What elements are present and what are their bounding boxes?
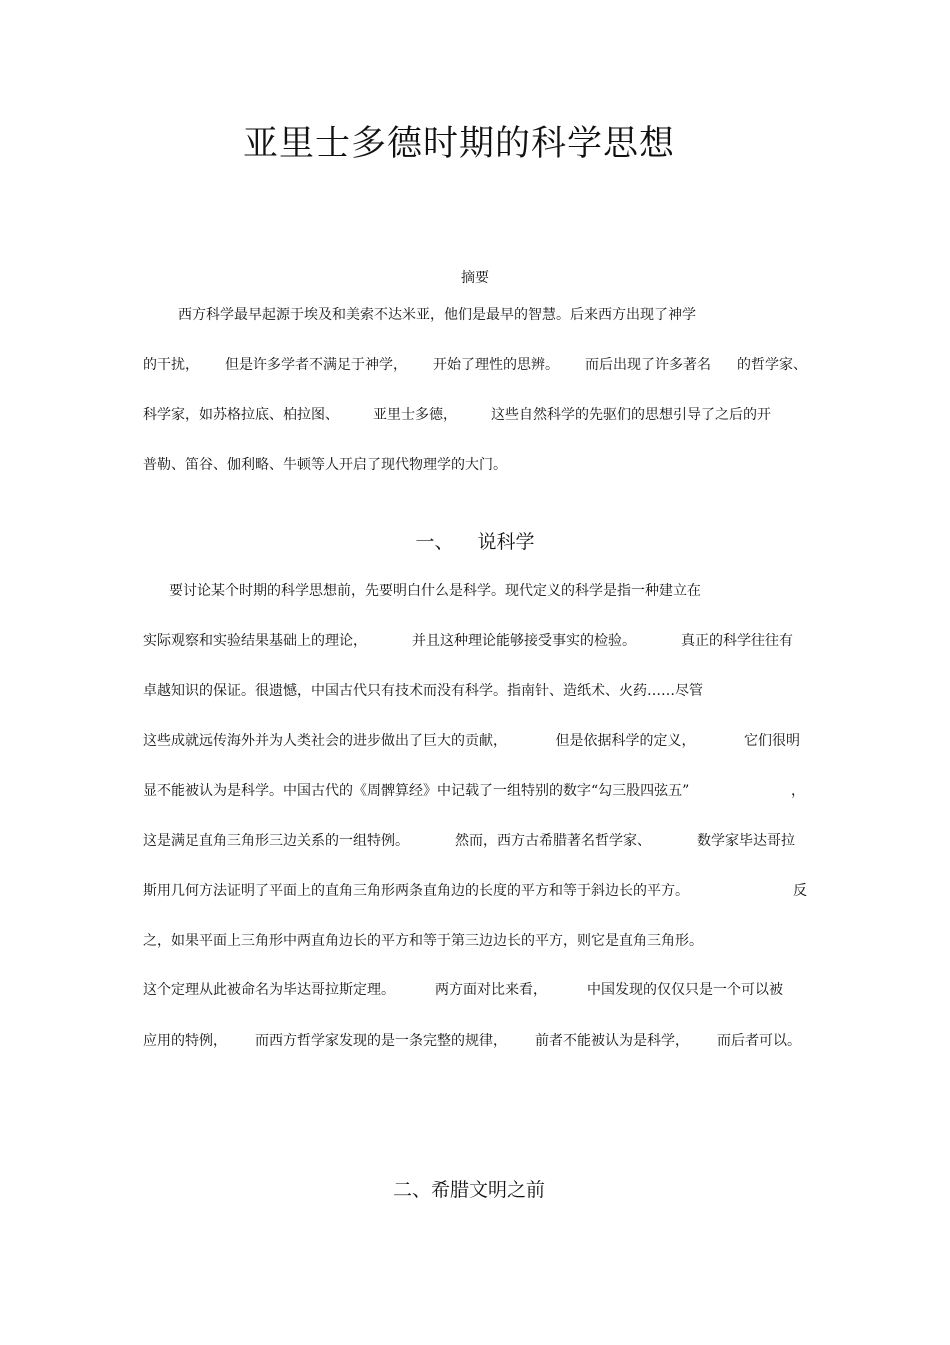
text-segment: 这是满足直角三角形三边关系的一组特例。 <box>143 833 409 849</box>
text-segment: 然而，西方古希腊著名哲学家、 <box>455 833 651 849</box>
section-1-heading <box>0 528 950 556</box>
section-1-line-9 <box>143 980 783 1000</box>
section-1-line-2 <box>143 631 793 651</box>
text-segment: 的哲学家、 <box>737 357 807 373</box>
section-2-heading: 二、希腊文明之前 <box>392 1179 545 1201</box>
text-segment: 普勒、笛谷、伽利略、牛顿等人开启了现代物理学的大门。 <box>143 457 507 473</box>
text-segment: 的干扰， <box>143 357 199 373</box>
abstract-line-2 <box>143 355 807 375</box>
text-segment: 西方科学最早起源于埃及和美索不达米亚，他们是最早的智慧。后来西方出现了神学 <box>178 307 696 323</box>
abstract-label: 摘要 <box>461 270 489 286</box>
text-segment: 而后者可以。 <box>717 1033 801 1049</box>
text-segment: ， <box>791 783 805 799</box>
text-segment: 中国发现的仅仅只是一个可以被 <box>587 982 783 998</box>
abstract-line-4 <box>143 455 807 475</box>
section-1-line-4 <box>143 731 800 751</box>
text-segment: 要讨论某个时期的科学思想前，先要明白什么是科学。现代定义的科学是指一种建立在 <box>169 583 701 599</box>
text-segment: 斯用几何方法证明了平面上的直角三角形两条直角边的长度的平方和等于斜边长的平方。 <box>143 883 689 899</box>
text-segment: 实际观察和实验结果基础上的理论， <box>143 633 367 649</box>
text-segment: 这些成就远传海外并为人类社会的进步做出了巨大的贡献， <box>143 733 507 749</box>
section-1-line-5 <box>143 781 805 801</box>
text-segment: 而后出现了许多著名 <box>585 357 711 373</box>
text-segment: 但是许多学者不满足于神学， <box>225 357 407 373</box>
text-segment: 这个定理从此被命名为毕达哥拉斯定理。 <box>143 982 395 998</box>
text-segment: 之，如果平面上三角形中两直角边长的平方和等于第三边边长的平方，则它是直角三角形。 <box>143 933 703 949</box>
text-segment: 亚里士多德， <box>373 407 457 423</box>
text-segment: 而西方哲学家发现的是一条完整的规律， <box>255 1033 507 1049</box>
text-segment: 前者不能被认为是科学， <box>535 1033 689 1049</box>
section-1-number: 一、 <box>415 531 454 553</box>
text-segment: 反 <box>793 883 807 899</box>
section-1-line-3 <box>143 681 807 701</box>
section-1-line-10 <box>143 1031 801 1051</box>
text-segment: 显不能被认为是科学。中国古代的《周髀算经》中记载了一组特别的数字“勾三股四弦五” <box>143 783 690 799</box>
text-segment: 应用的特例， <box>143 1033 227 1049</box>
document-title: 亚里士多德时期的科学思想 <box>242 124 675 164</box>
text-segment: 这些自然科学的先驱们的思想引导了之后的开 <box>491 407 771 423</box>
abstract-line-3 <box>143 405 771 425</box>
text-segment: 它们很明 <box>744 733 800 749</box>
text-segment: 真正的科学往往有 <box>681 633 793 649</box>
text-segment: 但是依据科学的定义， <box>555 733 696 749</box>
text-segment: 卓越知识的保证。很遗憾，中国古代只有技术而没有科学。指南针、造纸术、火药……尽管 <box>143 683 703 699</box>
text-segment: 并且这种理论能够接受事实的检验。 <box>412 633 636 649</box>
text-segment: 开始了理性的思辨。 <box>433 357 559 373</box>
section-1-line-7 <box>143 881 807 901</box>
text-segment: 两方面对比来看， <box>435 982 547 998</box>
section-1-line-1 <box>169 581 739 601</box>
section-1-title: 说科学 <box>477 531 535 553</box>
abstract-line-1 <box>178 305 738 325</box>
section-1-line-6 <box>143 831 795 851</box>
section-1-line-8 <box>143 931 807 951</box>
text-segment: 数学家毕达哥拉 <box>697 833 795 849</box>
text-segment: 科学家，如苏格拉底、柏拉图、 <box>143 407 339 423</box>
